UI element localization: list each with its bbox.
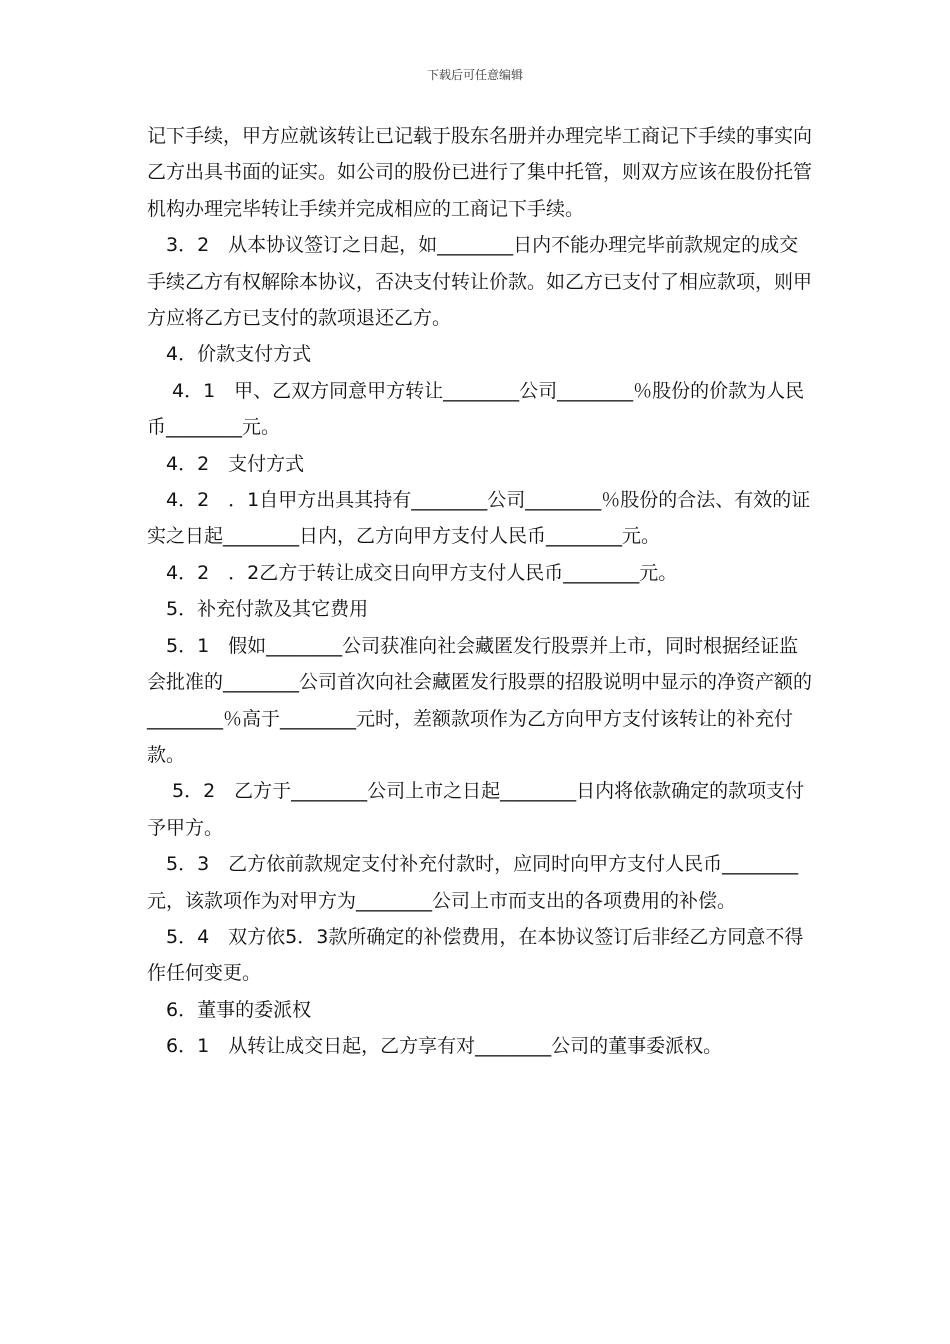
paragraph-5-4: 5．4 双方依5．3款所确定的补偿费用，在本协议签订后非经乙方同意不得作任何变更。 [147,925,804,985]
paragraph-5-3: 5．3 乙方依前款规定支付补充付款时，应同时向甲方支付人民币________元，该款项作为对甲方为________公司上市而支出的各项费用的补偿。 [147,853,799,912]
heading-4-2: 4．2 支付方式 [166,452,305,475]
paragraph-4-2-2: 4．2 ．2乙方于转让成交日向甲方支付人民币________元。 [166,561,678,584]
document-body [147,118,815,1065]
heading-6: 6．董事的委派权 [166,998,312,1021]
paragraph-5-2: 5．2 乙方于________公司上市之日起________日内将依款确定的款项支付予甲方。 [147,780,805,839]
heading-4: 4．价款支付方式 [166,343,312,366]
page-header: 下载后可任意编辑 [426,68,523,82]
paragraph-continuation: 记下手续，甲方应就该转让已记载于股东名册并办理完毕工商记下手续的事实向乙方出具书面的证实。如公司的股份已进行了集中托管，则双方应该在股份托管机构办理完毕转让手续并完成相应的工商记下手续。 [147,125,813,220]
paragraph-5-1: 5．1 假如________公司获准向社会藏匿发行股票并上市，同时根据经证监会批准的________公司首次向社会藏匿发行股票的招股说明中显示的净资产额的________％高于________元时，差额款项作为乙方向甲方支付该转让的补充付款。 [147,634,813,766]
paragraph-4-1: 4．1 甲、乙双方同意甲方转让________公司________％股份的价款为人民币________元。 [147,379,805,439]
heading-5: 5．补充付款及其它费用 [166,598,369,621]
paragraph-3-2: 3．2 从本协议签订之日起，如________日内不能办理完毕前款规定的成交手续乙方有权解除本协议，否决支付转让价款。如乙方已支付了相应款项，则甲方应将乙方已支付的款项退还乙方。 [147,234,813,330]
paragraph-6-1: 6．1 从转让成交日起，乙方享有对________公司的董事委派权。 [166,1035,723,1058]
paragraph-4-2-1: 4．2 ．1自甲方出具其持有________公司________％股份的合法、有效的证实之日起________日内，乙方向甲方支付人民币________元。 [147,489,811,548]
